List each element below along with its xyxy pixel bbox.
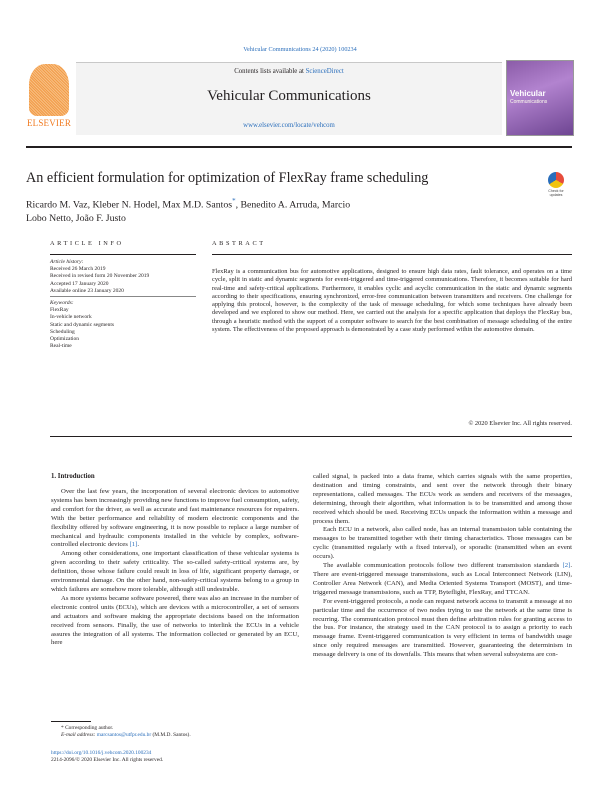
abstract-text: FlexRay is a communication bus for automotive applications, designed to ensure high data rates, fault tolerance, and operates on a time cycle, split in static and dynamic segments for event-triggered and time-triggered communications. Therefore, it becomes suitable for hard real-time and safety-critical applications. Furthermore, it enables cyclic and acyclic communication in the static and dynamic segments according to their specifications, ensuring synchronized, error-free communication between transmitters and receivers. One challenge for applying this protocol, however, is the complexity of the task of message scheduling, for which some techniques have already been developed and we explored to show our method. Here, we carried out the analysis for a specific application that deploys the FlexRay bus, through a heuristic method with the support of a computer software to search for the best combination of message scheduling of the entire system. The effectiveness of the proposed approach is demonstrated by a case study performed within the automotive domain.	[212, 268, 572, 334]
contents-prefix: Contents lists available at	[234, 68, 304, 75]
authors-line-1: Ricardo M. Vaz, Kleber N. Hodel, Max M.D. Santos	[26, 199, 233, 211]
authors-line-2: Lobo Netto, João F. Justo	[26, 213, 126, 225]
keyword: In-vehicle network	[50, 314, 92, 321]
journal-citation[interactable]: Vehicular Communications 24 (2020) 100234	[243, 46, 357, 53]
history-online: Available online 23 January 2020	[50, 287, 124, 294]
abstract-rule	[212, 254, 572, 255]
citation-link[interactable]: [1]	[129, 541, 138, 549]
contents-available-line	[76, 68, 502, 75]
footnote-mark: *	[61, 725, 64, 731]
corresponding-author-note: Corresponding author.	[65, 725, 114, 731]
journal-cover-image	[506, 60, 574, 136]
body-column-left	[51, 488, 299, 648]
check-for-updates-badge[interactable]	[545, 172, 567, 200]
keyword: Static and dynamic segments	[50, 321, 114, 328]
elsevier-tree-icon	[29, 64, 69, 116]
front-matter-bottom-rule	[50, 436, 572, 437]
cover-subtitle: Communications	[510, 99, 548, 105]
check-for-updates-icon	[548, 172, 564, 188]
abstract-copyright: © 2020 Elsevier Inc. All rights reserved.	[468, 420, 572, 427]
journal-name: Vehicular Communications	[207, 88, 371, 104]
author-list	[26, 194, 446, 226]
issn-copyright: 2214-2096/© 2020 Elsevier Inc. All rights reserved.	[51, 757, 164, 764]
elsevier-wordmark: ELSEVIER	[26, 118, 72, 128]
doi-link[interactable]: https://doi.org/10.1016/j.vehcom.2020.100234	[51, 750, 152, 756]
history-received: Received 26 March 2019	[50, 266, 106, 273]
body-paragraph: Over the last few years, the incorporation of several electronic devices to automotive systems has been increasingly providing new functions to improve fuel consumption, safety, and comfort for the driver, as well as accurate and fast maintenance resources for repairers. With the better performance and reliability of modern electronic components and the flexibility offered by software engineering, it is now possible to replace a large number of mechanical and hydraulic components installed in the vehicle by complex, software-controlled electronic devices [1].	[51, 488, 299, 549]
citation-link[interactable]: [2]	[562, 562, 571, 570]
body-paragraph: The available communication protocols follow two different transmission standards [2]. There are event-triggered message transmissions, such as Local Interconnect Network (LIN), Controller Area Network (CAN), and Media Oriented Systems Transport (MOST), and time-triggered message transmissions, such as TTP, Byteflight, FlexRay, and TTCAN.	[313, 562, 572, 596]
article-history-label: Article history:	[50, 259, 84, 265]
keyword: Optimization	[50, 336, 80, 343]
article-history	[50, 259, 200, 295]
history-accepted: Accepted 17 January 2020	[50, 280, 109, 287]
email-label: E-mail address:	[61, 732, 96, 739]
keyword: FlexRay	[50, 307, 69, 314]
authors-line-1b: , Benedito A. Arruda, Marcio	[235, 199, 351, 211]
header-divider	[26, 146, 572, 148]
body-paragraph: Each ECU in a network, also called node, has an internal transmission table containing the messages to be transmitted together with their timing characteristics. Those messages can be cyclic (transmitted regularly with a fixed interval), or sporadic (transmitted when an event occurs).	[313, 526, 572, 561]
keywords-block	[50, 300, 200, 350]
body-paragraph: Among other considerations, one important classification of these vehicular systems is given according to their safety criticality. The so-called safety-critical systems are, by definition, those whose failure could result in loss of life, significant property damage, or environmental damage. On the other hand, non-safety-critical systems belong to a group in which failures are somehow more tolerable, although still undesirable.	[51, 550, 299, 593]
sciencedirect-link[interactable]: ScienceDirect	[305, 68, 344, 75]
journal-homepage-link[interactable]: www.elsevier.com/locate/vehcom	[243, 122, 335, 129]
abstract-heading: ABSTRACT	[212, 240, 266, 247]
body-paragraph: called signal, is packed into a data frame, which carries signals with the same properties, destination and timing constraints, and sent over the network through their binary representations, called messages. The ECUs work as senders and receivers of the messages, determining, through their algorithm, what information is to be transmitted and among those received which should be used. Receiving ECUs unpack the information within a message and process them.	[313, 473, 572, 525]
doi-block	[51, 750, 301, 764]
keyword: Real-time	[50, 343, 72, 350]
history-revised: Received in revised form 20 November 2019	[50, 273, 150, 280]
body-column-right	[313, 473, 572, 660]
footnote-rule	[51, 721, 91, 722]
section-heading-introduction: 1. Introduction	[51, 473, 95, 480]
footnote-block	[51, 725, 301, 739]
article-info-rule	[50, 254, 196, 255]
body-paragraph: As more systems became software powered, there was also an increase in the number of electronic control units (ECUs), which are devices with a microcontroller, a set of sensors and actuators and software making the appropriate decisions based on the information received from sensors. Finally, the use of networks to interlink the ECUs in a vehicle assures the integration of all systems. The information collected or generated by an ECU, here	[51, 594, 299, 647]
article-title: An efficient formulation for optimization of FlexRay frame scheduling	[26, 170, 429, 186]
check-for-updates-label: Check for updates	[548, 189, 564, 197]
article-info-heading: ARTICLE INFO	[50, 240, 124, 247]
corresponding-author-mark[interactable]: *	[232, 197, 236, 205]
email-link[interactable]: marcsantos@utfpr.edu.br	[96, 732, 152, 739]
elsevier-logo	[26, 62, 72, 132]
keyword: Scheduling	[50, 328, 75, 335]
body-paragraph: For event-triggered protocols, a node can request network access to transmit a message at no particular time and the occurrence of two nodes trying to use the network at the same time is recurring. The communication protocol must then define arbitration rules for granting access to the bus. For instance, the strategy used in the CAN protocol is to assign a priority to each message frame. Event-triggered communication is very efficient in terms of bandwidth usage since only required messages are transmitted. However, guaranteeing the determinism in message delivery is one of its downfalls. This means that when several subsystems are con-	[313, 597, 572, 659]
email-owner: (M.M.D. Santos).	[152, 732, 191, 739]
cover-title: Vehicular	[510, 89, 546, 98]
keywords-label: Keywords:	[50, 300, 74, 306]
